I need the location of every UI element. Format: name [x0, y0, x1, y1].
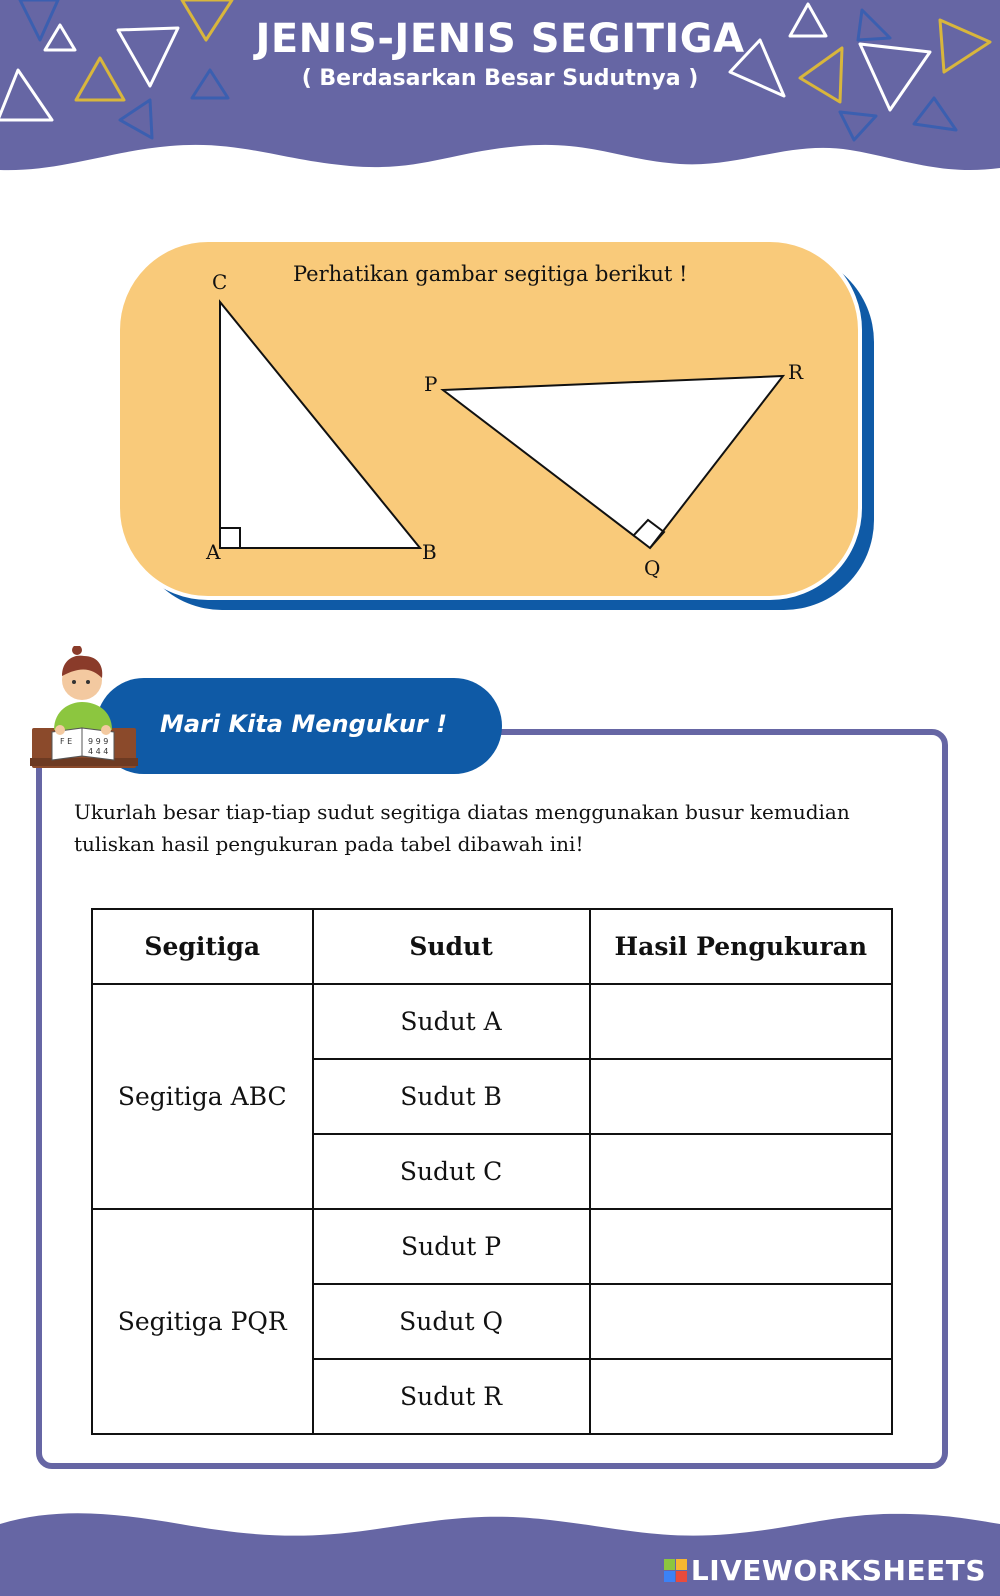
answer-cell-sudut-q[interactable] [590, 1284, 892, 1359]
angle-label: Sudut A [313, 984, 590, 1059]
vertex-a-label: A [206, 540, 221, 564]
figure-instruction: Perhatikan gambar segitiga berikut ! [293, 262, 688, 286]
angle-label: Sudut C [313, 1134, 590, 1209]
task-instruction: Ukurlah besar tiap-tiap sudut segitiga diatas menggunakan busur kemudian tuliskan hasil pengukuran pada tabel dibawah ini! [74, 800, 850, 856]
liveworksheets-logo[interactable] [664, 1554, 986, 1587]
svg-text:F E: F E [60, 737, 73, 746]
svg-text:9 9 9: 9 9 9 [88, 737, 109, 746]
vertex-c-label: C [212, 270, 228, 294]
vertex-b-label: B [422, 540, 437, 564]
answer-cell-sudut-a[interactable] [590, 984, 892, 1059]
triangle-figure [118, 240, 878, 620]
column-header-sudut: Sudut [313, 909, 590, 984]
column-header-segitiga: Segitiga [92, 909, 313, 984]
column-header-hasil: Hasil Pengukuran [590, 909, 892, 984]
table-row [92, 1209, 892, 1284]
triangle-figure-card [118, 240, 878, 620]
answer-cell-sudut-r[interactable] [590, 1359, 892, 1434]
table-header-row [92, 909, 892, 984]
angle-label: Sudut Q [313, 1284, 590, 1359]
vertex-p-label: P [424, 372, 438, 396]
page-title: JENIS-JENIS SEGITIGA [255, 16, 745, 62]
svg-text:4 4 4: 4 4 4 [88, 747, 109, 756]
answer-cell-sudut-b[interactable] [590, 1059, 892, 1134]
page-subtitle: ( Berdasarkan Besar Sudutnya ) [301, 66, 699, 91]
table-row [92, 984, 892, 1059]
group-name-abc: Segitiga ABC [92, 984, 313, 1209]
angle-label: Sudut R [313, 1359, 590, 1434]
vertex-q-label: Q [644, 556, 661, 580]
liveworksheets-brand: LIVEWORKSHEETS [690, 1554, 986, 1587]
group-name-pqr: Segitiga PQR [92, 1209, 313, 1434]
liveworksheets-icon [664, 1559, 687, 1582]
answer-cell-sudut-c[interactable] [590, 1134, 892, 1209]
angle-label: Sudut B [313, 1059, 590, 1134]
header-banner [0, 0, 1000, 190]
answer-cell-sudut-p[interactable] [590, 1209, 892, 1284]
measurement-table [91, 908, 893, 1435]
task-heading: Mari Kita Mengukur ! [160, 710, 448, 738]
student-illustration-icon [30, 646, 140, 776]
angle-label: Sudut P [313, 1209, 590, 1284]
vertex-r-label: R [788, 360, 804, 384]
